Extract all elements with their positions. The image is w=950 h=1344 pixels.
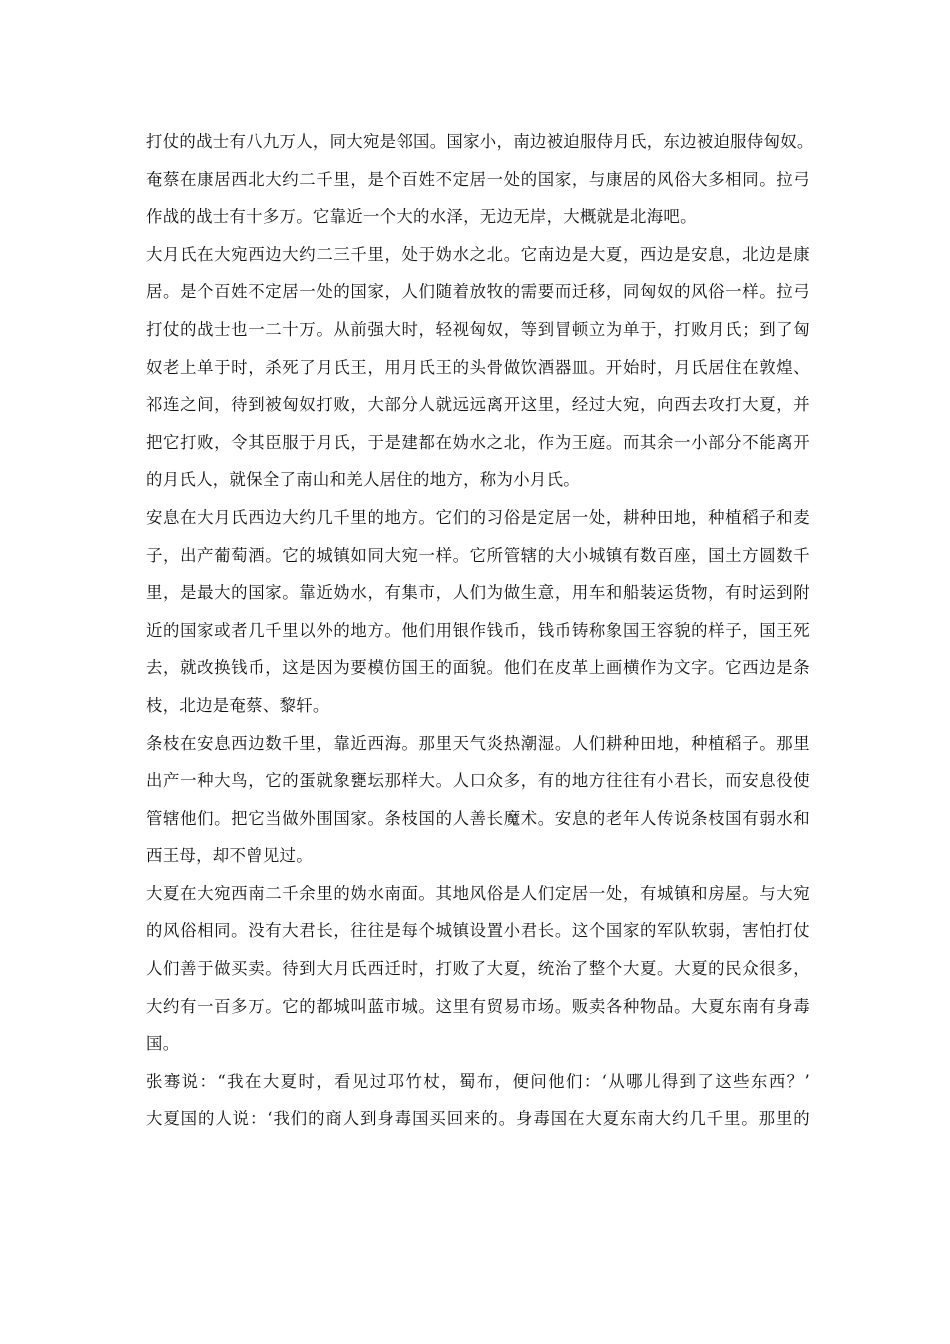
- text-line: 管辖他们。把它当做外围国家。条枝国的人善长魔术。安息的老年人传说条枝国有弱水和: [146, 808, 810, 828]
- text-line: 出产一种大鸟，它的蛋就象甕坛那样大。人口众多，有的地方往往有小君长，而安息役使: [146, 771, 810, 791]
- text-line: 大夏国的人说：‘我们的商人到身毒国买回来的。身毒国在大夏东南大约几千里。那里的: [146, 1109, 810, 1129]
- text-line: 里，是最大的国家。靠近妫水，有集市，人们为做生意，用车和船装运货物，有时运到附: [146, 583, 810, 603]
- text-line: 枝，北边是奄蔡、黎轩。: [146, 695, 330, 715]
- text-line: 奴老上单于时，杀死了月氏王，用月氏王的头骨做饮酒器皿。开始时，月氏居住在敦煌、: [146, 357, 810, 377]
- text-line: 把它打败，令其臣服于月氏，于是建都在妫水之北，作为王庭。而其余一小部分不能离开: [146, 432, 810, 452]
- text-line: 打仗的战士有八九万人，同大宛是邻国。国家小，南边被迫服侍月氏，东边被迫服侍匈奴。: [146, 132, 814, 151]
- text-line: 安息在大月氏西边大约几千里的地方。它们的习俗是定居一处，耕种田地，种植稻子和麦: [146, 507, 810, 527]
- text-line: 大月氏在大宛西边大约二三千里，处于妫水之北。它南边是大夏，西边是安息，北边是康: [146, 244, 810, 264]
- text-line: 居。是个百姓不定居一处的国家，人们随着放牧的需要而迁移，同匈奴的风俗一样。拉弓: [146, 282, 810, 302]
- text-line: 近的国家或者几千里以外的地方。他们用银作钱币，钱币铸称象国王容貌的样子，国王死: [146, 620, 810, 640]
- text-line: 的月氏人，就保全了南山和羌人居住的地方，称为小月氏。: [146, 470, 580, 490]
- text-line: 的风俗相同。没有大君长，往往是每个城镇设置小君长。这个国家的军队软弱，害怕打仗: [146, 921, 810, 941]
- text-line: 大约有一百多万。它的都城叫蓝市城。这里有贸易市场。贩卖各种物品。大夏东南有身毒: [146, 996, 810, 1016]
- text-line: 作战的战士有十多万。它靠近一个大的水泽，无边无岸，大概就是北海吧。: [146, 207, 697, 227]
- text-line: 张骞说：“我在大夏时，看见过邛竹杖，蜀布，便问他们：‘从哪儿得到了这些东西？’: [146, 1071, 810, 1091]
- text-line: 西王母，却不曾见过。: [146, 846, 313, 866]
- text-line: 国。: [146, 1034, 180, 1054]
- text-line: 奄蔡在康居西北大约二千里，是个百姓不定居一处的国家，与康居的风俗大多相同。拉弓: [146, 169, 810, 189]
- text-line: 人们善于做买卖。待到大月氏西迁时，打败了大夏，统治了整个大夏。大夏的民众很多，: [146, 959, 810, 979]
- text-line: 大夏在大宛西南二千余里的妫水南面。其地风俗是人们定居一处，有城镇和房屋。与大宛: [146, 883, 810, 903]
- text-line: 去，就改换钱币，这是因为要模仿国王的面貌。他们在皮革上画横作为文字。它西边是条: [146, 658, 810, 678]
- text-line: 祁连之间，待到被匈奴打败，大部分人就远远离开这里，经过大宛，向西去攻打大夏，并: [146, 395, 810, 415]
- document-body: [146, 123, 814, 1138]
- text-line: 打仗的战士也一二十万。从前强大时，轻视匈奴，等到冒顿立为单于，打败月氏；到了匈: [146, 319, 810, 339]
- text-line: 条枝在安息西边数千里，靠近西海。那里天气炎热潮湿。人们耕种田地，种植稻子。那里: [146, 733, 810, 753]
- text-line: 子，出产葡萄酒。它的城镇如同大宛一样。它所管辖的大小城镇有数百座，国土方圆数千: [146, 545, 810, 565]
